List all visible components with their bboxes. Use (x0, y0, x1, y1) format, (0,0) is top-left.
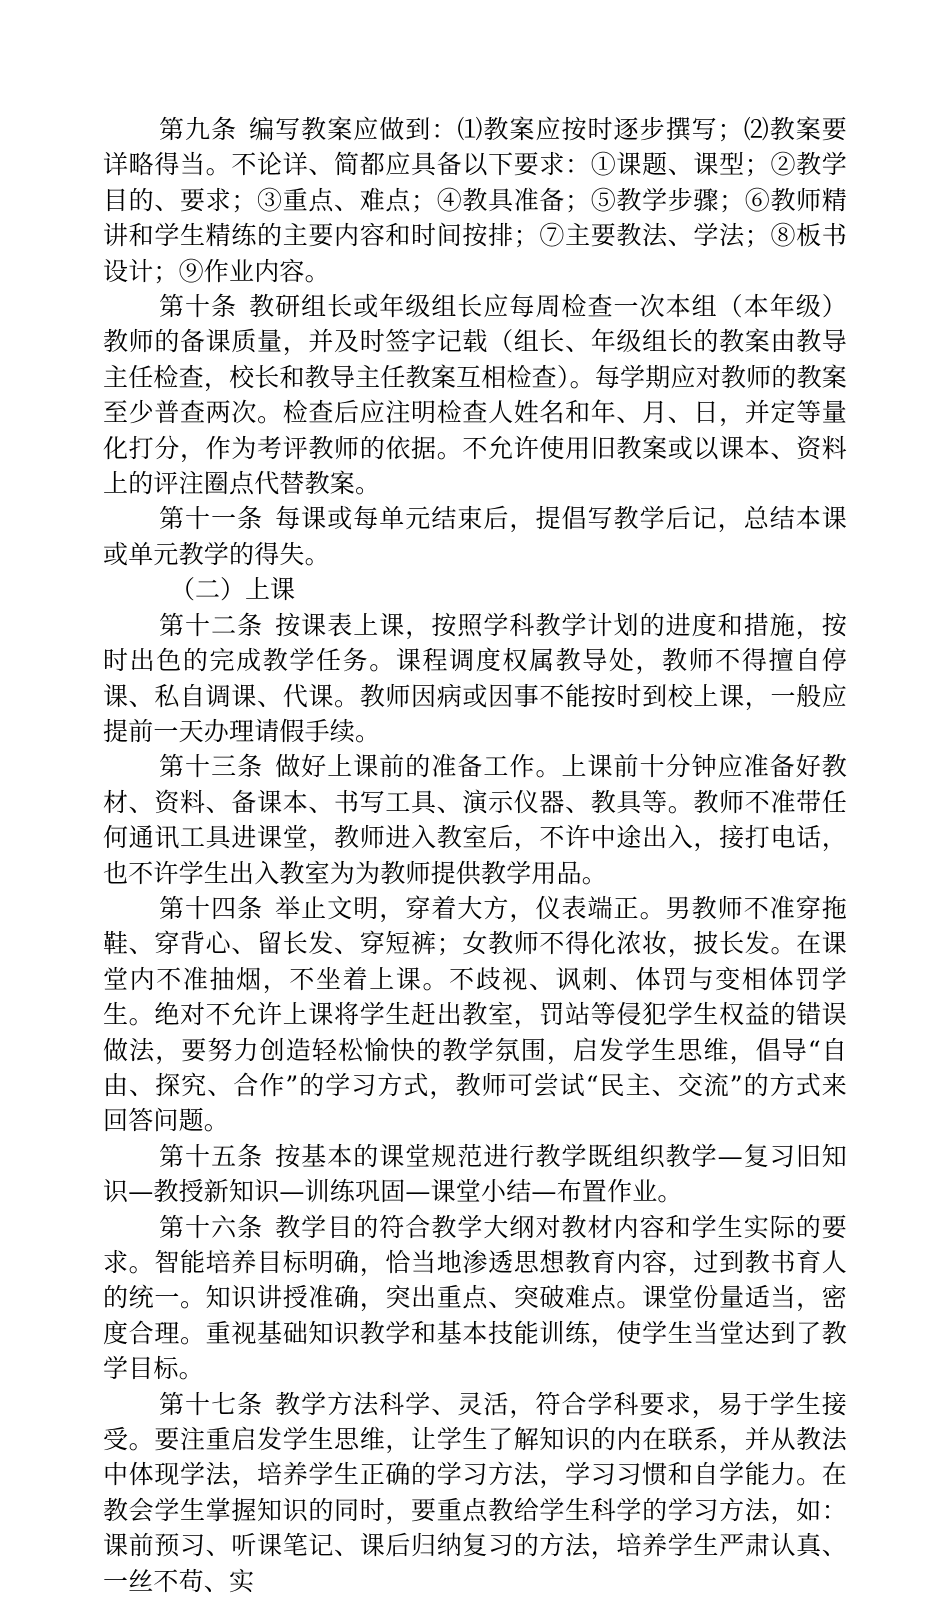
article-heading: 第十二条 (159, 610, 264, 640)
article-17 (103, 1387, 847, 1599)
article-11 (103, 501, 847, 572)
article-text: 每课或每单元结束后，提倡写教学后记，总结本课或单元教学的得失。 (103, 504, 847, 569)
article-10 (103, 289, 847, 501)
article-12 (103, 608, 847, 750)
article-heading: 第九条 (159, 115, 238, 144)
article-heading: 第十五条 (159, 1141, 264, 1171)
article-text: 按课表上课，按照学科教学计划的进度和措施，按时出色的完成教学任务。课程调度权属教导处，教师不得擅自停课、私自调课、代课。教师因病或因事不能按时到校上课，一般应提前一天办理请假手续。 (103, 610, 847, 746)
article-16 (103, 1210, 847, 1387)
article-heading: 第十六条 (159, 1212, 264, 1242)
article-text: 教学目的符合教学大纲对教材内容和学生实际的要求。智能培养目标明确，恰当地渗透思想教育内容，过到教书育人的统一。知识讲授准确，突出重点、突破难点。课堂份量适当，密度合理。重视基础知识教学和基本技能训练，使学生当堂达到了教学目标。 (103, 1212, 847, 1384)
article-heading: 第十条 (159, 292, 238, 322)
article-13 (103, 749, 847, 891)
article-14 (103, 891, 847, 1139)
article-text: 举止文明，穿着大方，仪表端正。男教师不准穿拖鞋、穿背心、留长发、穿短裤；女教师不得化浓妆，披长发。在课堂内不准抽烟，不坐着上课。不歧视、讽刺、体罚与变相体罚学生。绝对不允许上课将学生赶出教室，罚站等侵犯学生权益的错误做法，要努力创造轻松愉快的教学氛围，启发学生思维，倡导“自由、探究、合作”的学习方式，教师可尝试“民主、交流”的方式来回答问题。 (103, 893, 847, 1136)
article-text: 教学方法科学、灵活，符合学科要求，易于学生接受。要注重启发学生思维，让学生了解知识的内在联系，并从教法中体现学法，培养学生正确的学习方法，学习习惯和自学能力。在教会学生掌握知识的同时，要重点教给学生科学的学习方法，如：课前预习、听课笔记、课后归纳复习的方法，培养学生严肃认真、一丝不苟、实 (103, 1389, 847, 1596)
article-heading: 第十三条 (159, 752, 264, 782)
article-heading: 第十四条 (159, 893, 264, 923)
article-text: 做好上课前的准备工作。上课前十分钟应准备好教材、资料、备课本、书写工具、演示仪器、教具等。教师不准带任何通讯工具进课堂，教师进入教室后，不许中途出入，接打电话，也不许学生出入教室为为教师提供教学用品。 (103, 752, 847, 888)
article-15 (103, 1139, 847, 1210)
article-heading: 第十一条 (159, 504, 264, 534)
section-heading: （二）上课 (170, 575, 296, 605)
article-text: 按基本的课堂规范进行教学既组织教学—复习旧知识—教授新知识—训练巩固—课堂小结—布置作业。 (103, 1141, 847, 1207)
article-heading: 第十七条 (159, 1389, 264, 1419)
article-text: 编写教案应做到：⑴教案应按时逐步撰写；⑵教案要详略得当。不论详、简都应具备以下要求：①课题、课型；②教学目的、要求；③重点、难点；④教具准备；⑤教学步骤；⑥教师精讲和学生精练的主要内容和时间按排；⑦主要教法、学法；⑧板书设计；⑨作业内容。 (103, 115, 847, 286)
article-text: 教研组长或年级组长应每周检查一次本组（本年级）教师的备课质量，并及时签字记载（组长、年级组长的教案由教导主任检查，校长和教导主任教案互相检查）。每学期应对教师的教案至少普查两次。检查后应注明检查人姓名和年、月、日，并定等量化打分，作为考评教师的依据。不允许使用旧教案或以课本、资料上的评注圈点代替教案。 (103, 292, 847, 499)
article-9 (103, 112, 847, 289)
